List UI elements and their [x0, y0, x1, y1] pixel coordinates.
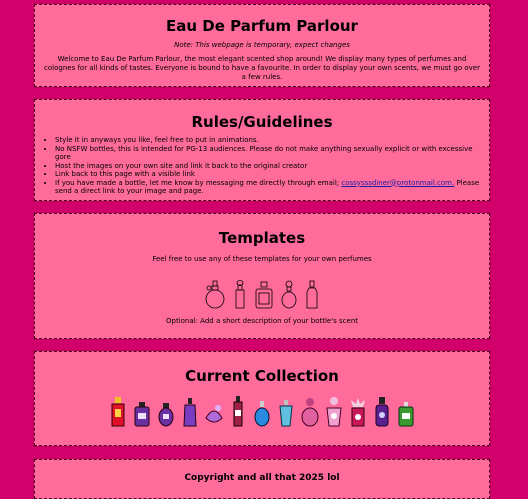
templates-title: Templates [218, 229, 306, 247]
collection-bottle-8-icon [276, 396, 296, 427]
rules-title: Rules/Guidelines [191, 113, 333, 131]
collection-bottle-12-icon [372, 396, 392, 427]
collection-bottle-1-icon [108, 396, 128, 427]
contact-text: If you have made a bottle, let me know by messaging me directly through email; [55, 178, 340, 187]
rules-section [34, 99, 490, 201]
templates-optional: Optional: Add a short description of your bottle's scent [165, 317, 358, 325]
email-link[interactable]: cossysssdiner@protonmail.com. [341, 178, 455, 187]
collection-bottle-13-icon [396, 396, 416, 427]
collection-row [35, 396, 489, 427]
collection-bottle-11-icon [348, 396, 368, 427]
collection-section [34, 351, 490, 446]
collection-bottle-2-icon [132, 396, 152, 427]
templates-section [34, 213, 490, 339]
templates-row [35, 280, 489, 310]
bottle-square-icon [254, 280, 274, 310]
collection-bottle-7-icon [252, 396, 272, 427]
footer-text: Copyright and all that 2025 lol [184, 473, 340, 483]
contact-followup: Please send a direct link to your image and page. [55, 178, 480, 195]
page-title: Eau De Parfum Parlour [166, 17, 358, 35]
rule-item: • Link back to this page with a visible link [55, 170, 489, 179]
rule-item-contact [55, 179, 489, 196]
rule-item: • Host the images on your own site and link it back to the original creator [55, 162, 489, 171]
bottle-slim-icon [304, 280, 320, 310]
collection-bottle-4-icon [180, 396, 200, 427]
rule-item: • Style it in anyways you like, feel free to put in animations. [55, 136, 489, 145]
bottle-tall-icon [232, 280, 248, 310]
welcome-section [34, 4, 490, 87]
bottle-round-icon [204, 280, 226, 310]
collection-bottle-6-icon [228, 396, 248, 427]
rules-list [35, 136, 489, 196]
collection-bottle-3-icon [156, 396, 176, 427]
templates-text: Feel free to use any of these templates for your own perfumes [152, 255, 372, 263]
collection-bottle-9-icon [300, 396, 320, 427]
collection-title: Current Collection [185, 367, 339, 385]
welcome-note: Note: This webpage is temporary, expect changes [174, 41, 350, 49]
rule-item: • No NSFW bottles, this is intended for PG-13 audiences. Please do not make anything sexually explicit or with excessive gore [55, 145, 489, 162]
footer-section [34, 459, 490, 499]
collection-bottle-10-icon [324, 396, 344, 427]
welcome-text: Welcome to Eau De Parfum Parlour, the most elegant scented shop around! We display many types of perfumes and colognes for all kinds of tastes. Everyone is bound to have a favourite. In order to display your own scents, we must go over a few rules. [44, 55, 480, 81]
collection-bottle-5-icon [204, 396, 224, 427]
bottle-oval-icon [280, 280, 298, 310]
